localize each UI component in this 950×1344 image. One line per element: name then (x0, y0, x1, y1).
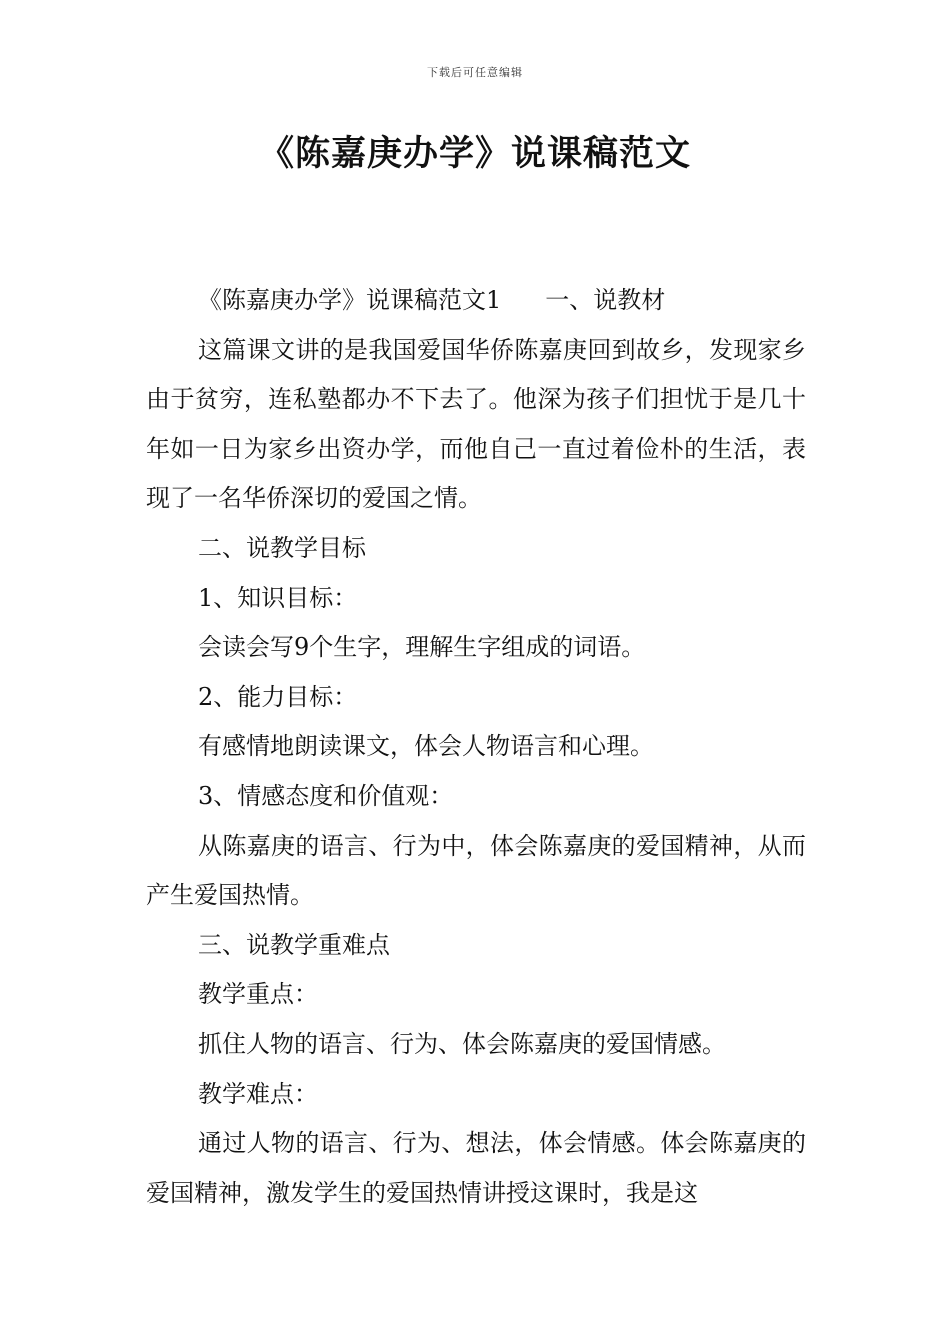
paragraph-key-point: 抓住人物的语言、行为、体会陈嘉庚的爱国情感。 (198, 1029, 726, 1058)
document-title: 《陈嘉庚办学》说课稿范文 (258, 134, 691, 174)
section-heading-1: 一、说教材 (545, 286, 666, 314)
paragraph-difficult-point: 通过人物的语言、行为、想法，体会情感。体会陈嘉庚的爱国精神，激发学生的爱国热情讲授这课时，我是这 (146, 1129, 806, 1207)
subheading-knowledge-goal: 1、知识目标： (198, 583, 358, 612)
paragraph-intro (146, 276, 806, 326)
paragraph-emotion-goal: 从陈嘉庚的语言、行为中，体会陈嘉庚的爱国精神，从而产生爱国热情。 (146, 831, 806, 910)
subheading-key-point: 教学重点： (198, 980, 318, 1009)
paragraph-textbook-summary: 这篇课文讲的是我国爱国华侨陈嘉庚回到故乡，发现家乡由于贫穷，连私塾都办不下去了。他深为孩子们担忧于是几十年如一日为家乡出资办学，而他自己一直过着俭朴的生活，表现了一名华侨深切的爱国之情。 (146, 335, 806, 513)
section-heading-title-1: 《陈嘉庚办学》说课稿范文1 (198, 286, 502, 314)
document-body (146, 276, 806, 1218)
page-header: 下载后可任意编辑 (427, 66, 523, 79)
subheading-ability-goal: 2、能力目标： (198, 682, 358, 711)
subheading-difficult-point: 教学难点： (198, 1079, 318, 1108)
paragraph-ability-goal: 有感情地朗读课文，体会人物语言和心理。 (198, 732, 654, 761)
section-heading-2: 二、说教学目标 (198, 533, 366, 562)
section-heading-3: 三、说教学重难点 (198, 930, 390, 959)
subheading-emotion-goal: 3、情感态度和价值观： (198, 781, 454, 810)
paragraph-knowledge-goal: 会读会写9个生字，理解生字组成的词语。 (198, 633, 646, 662)
